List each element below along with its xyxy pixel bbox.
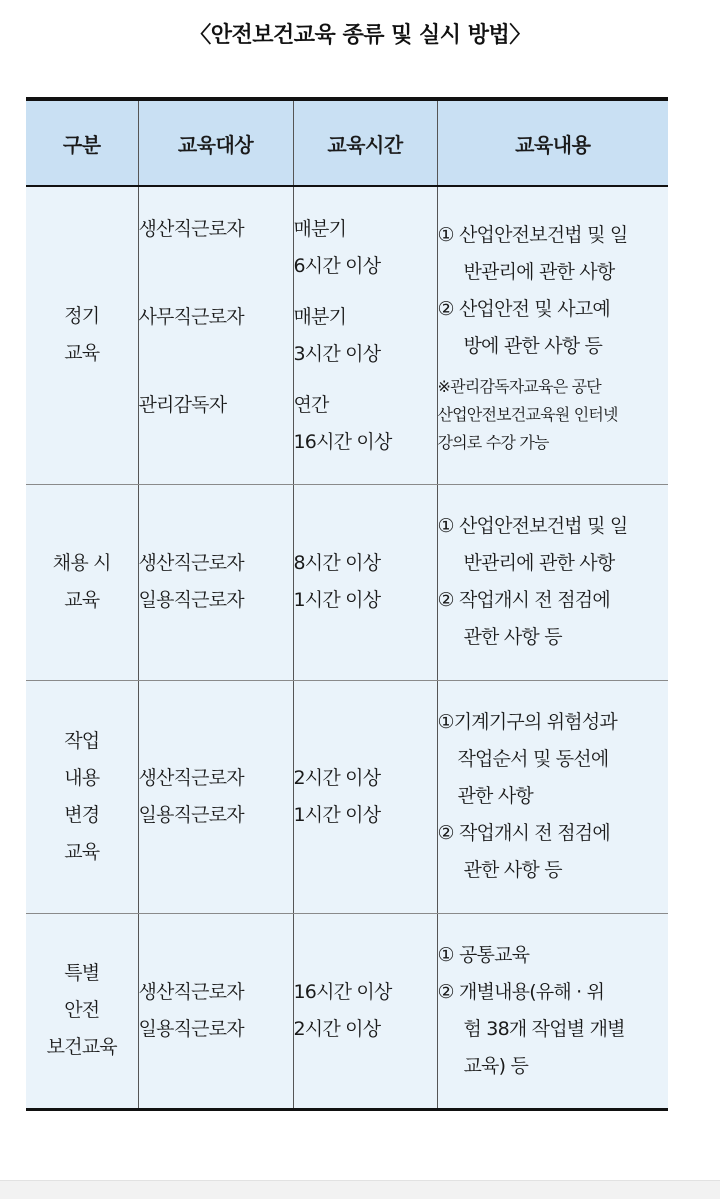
table-row bbox=[26, 913, 668, 1109]
row-content bbox=[437, 484, 668, 680]
time-line: 16시간 이상 bbox=[293, 431, 392, 453]
row-content bbox=[437, 680, 668, 913]
content-line: 반관리에 관한 사항 bbox=[463, 261, 615, 283]
time-line: 1시간 이상 bbox=[293, 589, 381, 611]
row-target bbox=[138, 680, 293, 913]
note-line: 강의로 수강 가능 bbox=[437, 433, 549, 452]
time-line: 8시간 이상 bbox=[293, 552, 381, 574]
note-line: 산업안전보건교육원 인터넷 bbox=[437, 405, 618, 424]
row-target bbox=[138, 484, 293, 680]
content-line: 교육) 등 bbox=[463, 1054, 529, 1077]
row-category bbox=[26, 680, 138, 913]
target-line: 일용직근로자 bbox=[138, 589, 244, 611]
row-category bbox=[26, 186, 138, 484]
category-line: 변경 bbox=[64, 803, 100, 826]
content-line: ①기계기구의 위험성과 bbox=[437, 711, 617, 733]
category-line: 내용 bbox=[64, 766, 100, 789]
time-line: 2시간 이상 bbox=[293, 766, 381, 789]
header-target: 교육대상 bbox=[138, 99, 293, 186]
education-table bbox=[26, 97, 668, 1111]
target-line: 일용직근로자 bbox=[138, 1017, 244, 1040]
content-line: 반관리에 관한 사항 bbox=[463, 552, 615, 574]
time-line: 3시간 이상 bbox=[293, 343, 381, 365]
row-category bbox=[26, 484, 138, 680]
category-line: 보건교육 bbox=[46, 1036, 117, 1058]
category-line: 특별 bbox=[64, 962, 100, 984]
content-line: 험 38개 작업별 개별 bbox=[463, 1017, 625, 1040]
page-title: 〈안전보건교육 종류 및 실시 방법〉 bbox=[189, 23, 531, 48]
content-line: ① 산업안전보건법 및 일 bbox=[437, 515, 628, 537]
time-line: 연간 bbox=[293, 394, 329, 416]
header-category: 구분 bbox=[26, 99, 138, 186]
content-line: ② 작업개시 전 점검에 bbox=[437, 589, 610, 611]
content-line: ② 산업안전 및 사고예 bbox=[437, 298, 610, 320]
content-line: 관한 사항 bbox=[457, 785, 533, 807]
category-line: 정기 bbox=[64, 305, 100, 328]
target-line: 일용직근로자 bbox=[138, 803, 244, 826]
target-line: 생산직근로자 bbox=[138, 552, 244, 574]
category-line: 교육 bbox=[64, 589, 100, 611]
content-line: ① 산업안전보건법 및 일 bbox=[437, 224, 628, 246]
row-time bbox=[293, 186, 437, 484]
row-category bbox=[26, 913, 138, 1109]
row-content bbox=[437, 913, 668, 1109]
content-line: ① 공통교육 bbox=[437, 943, 530, 966]
bottom-divider bbox=[0, 1180, 720, 1199]
row-time bbox=[293, 680, 437, 913]
table-row bbox=[26, 186, 668, 484]
header-row bbox=[26, 99, 668, 186]
time-line: 매분기 bbox=[293, 218, 347, 240]
table-row bbox=[26, 680, 668, 913]
target-line: 관리감독자 bbox=[138, 394, 227, 416]
content-line: ② 개별내용(유해 · 위 bbox=[437, 980, 605, 1003]
category-line: 채용 시 bbox=[52, 552, 111, 574]
table-row bbox=[26, 484, 668, 680]
content-line: 관한 사항 등 bbox=[463, 859, 562, 881]
row-content bbox=[437, 186, 668, 484]
target-line: 생산직근로자 bbox=[138, 766, 244, 789]
content-line: 작업순서 및 동선에 bbox=[457, 748, 609, 770]
content-line: 방에 관한 사항 등 bbox=[463, 335, 603, 357]
row-time bbox=[293, 484, 437, 680]
target-line: 사무직근로자 bbox=[138, 306, 244, 328]
time-line: 매분기 bbox=[293, 306, 347, 328]
header-content: 교육내용 bbox=[437, 99, 668, 186]
time-line: 2시간 이상 bbox=[293, 1017, 381, 1040]
category-line: 안전 bbox=[64, 999, 100, 1021]
category-line: 작업 bbox=[64, 729, 100, 752]
target-line: 생산직근로자 bbox=[138, 980, 244, 1003]
time-line: 16시간 이상 bbox=[293, 980, 392, 1003]
row-target bbox=[138, 186, 293, 484]
content-line: ② 작업개시 전 점검에 bbox=[437, 822, 610, 844]
category-line: 교육 bbox=[64, 840, 100, 863]
row-target bbox=[138, 913, 293, 1109]
note-line: ※관리감독자교육은 공단 bbox=[437, 377, 601, 396]
header-time: 교육시간 bbox=[293, 99, 437, 186]
category-line: 교육 bbox=[64, 342, 100, 365]
target-line: 생산직근로자 bbox=[138, 218, 244, 240]
content-line: 관한 사항 등 bbox=[463, 626, 562, 648]
time-line: 1시간 이상 bbox=[293, 803, 381, 826]
time-line: 6시간 이상 bbox=[293, 255, 381, 277]
row-time bbox=[293, 913, 437, 1109]
